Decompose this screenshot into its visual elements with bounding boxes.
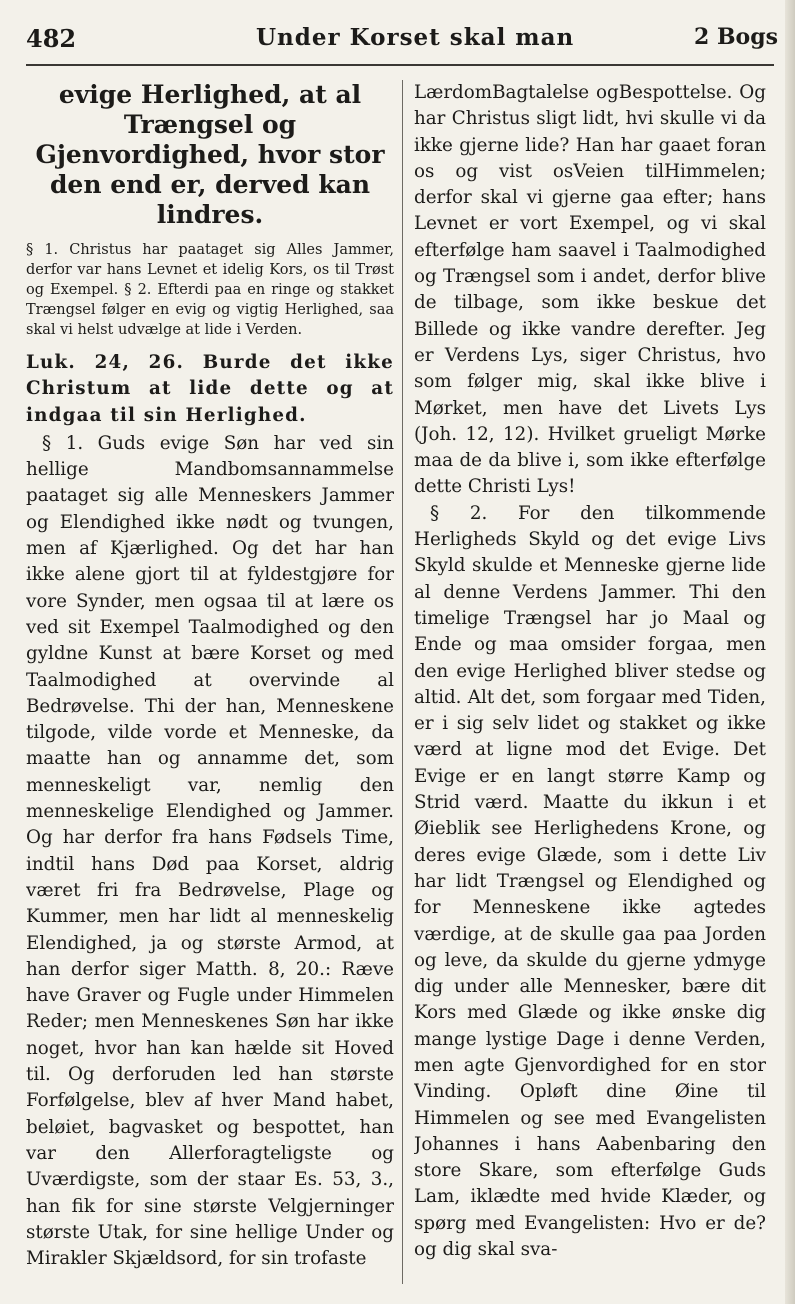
page-header: [26, 18, 778, 60]
right-column: [414, 80, 766, 1290]
header-rule: [26, 64, 774, 66]
running-title: Under Korset skal man: [256, 24, 575, 51]
paragraph-1-continued: LærdomBagtalelse ogBespottelse. Og har Christus sligt lidt, hvi skulle vi da ikke gjerne lide? Han har gaaet foran os og vist osVeien tilHimmelen; derfor skal vi gjerne gaa efter; hans Levnet er vort Exempel, og vi skal efterfølge ham saavel i Taalmodighed og Trængsel som i andet, derfor blive de tilbage, som ikke beskue det Billede og ikke vandre derefter. Jeg er Verdens Lys, siger Christus, hvo som følger mig, skal ikke blive i Mørket, men have det Livets Lys (Joh. 12, 12). Hvilket grueligt Mørke maa de da blive i, som ikke efterfølge dette Christi Lys!: [414, 82, 766, 498]
scripture-verse: Luk. 24, 26. Burde det ikke Christum at lide dette og at indgaa til sin Herlighed.: [26, 352, 394, 426]
book-signature: 2 Bogs: [693, 24, 778, 50]
left-column: [26, 80, 394, 1290]
chapter-summary: § 1. Christus har paataget sig Alles Jammer, derfor var hans Levnet et idelig Kors, os til Trøst og Exempel. § 2. Efterdi paa en ringe og stakket Trængsel følger en evig og vigtig Herlighed, saa skal vi helst udvælge at lide i Verden.: [26, 242, 394, 338]
page-number: 482: [26, 24, 77, 53]
column-divider: [402, 80, 403, 1284]
paragraph-1: § 1. Guds evige Søn har ved sin hellige Mandbomsannammelse paataget sig alle Menneskers Jammer og Elendighed ikke nødt og tvungen, men af Kjærlighed. Og det har han ikke alene gjort til at fyldestgjøre for vore Synder, men ogsaa til at lære os ved sit Exempel Taalmodighed og den gyldne Kunst at bære Korset og med Taalmodighed at overvinde al Bedrøvelse. Thi der han, Menneskene tilgode, vilde vorde et Menneske, da maatte han og annamme det, som menneskeligt var, nemlig den menneskelige Elendighed og Jammer. Og har derfor fra hans Fødsels Time, indtil hans Død paa Korset, aldrig været fri fra Bedrøvelse, Plage og Kummer, men har lidt al menneskelig Elendighed, ja og største Armod, at han derfor siger Matth. 8, 20.: Ræve have Graver og Fugle under Himmelen Reder; men Menneskenes Søn har ikke noget, hvor han kan hælde sit Hoved til. Og derforuden led han største Forfølgelse, blev af hver Mand habet, beløiet, bagvasket og bespottet, han var den Allerforagteligste og Uværdigste, som der staar Es. 53, 3., han fik for sine største Velgjerninger største Utak, for sine hellige Under og Mirakler Skjældsord, for sin trofaste: [26, 432, 394, 1270]
page-edge: [785, 0, 795, 1304]
chapter-heading: evige Herlighed, at al Trængsel og Gjenvordighed, hvor stor den end er, derved kan lindres.: [35, 80, 385, 229]
paragraph-2: § 2. For den tilkommende Herligheds Skyld og det evige Livs Skyld skulde et Menneske gjerne lide al denne Verdens Jammer. Thi den timelige Trængsel har jo Maal og Ende og maa omsider forgaa, men den evige Herlighed bliver stedse og altid. Alt det, som forgaar med Tiden, er i sig selv lidet og stakket og ikke værd at ligne mod det Evige. Det Evige er en langt større Kamp og Strid værd. Maatte du ikkun i et Øieblik see Herlighedens Krone, og deres evige Glæde, som i dette Liv har lidt Trængsel og Elendighed og for Menneskene ikke agtedes værdige, at de skulle gaa paa Jorden og leve, da skulde du gjerne ydmyge dig under alle Mennesker, bære dit Kors med Glæde og ikke ønske dig mange lystige Dage i denne Verden, men agte Gjenvordighed for en stor Vinding. Opløft dine Øine til Himmelen og see med Evangelisten Johannes i hans Aabenbaring den store Skare, som efterfølge Guds Lam, iklædte med hvide Klæder, og spørg med Evangelisten: Hvo er de? og dig skal sva-: [414, 502, 766, 1261]
